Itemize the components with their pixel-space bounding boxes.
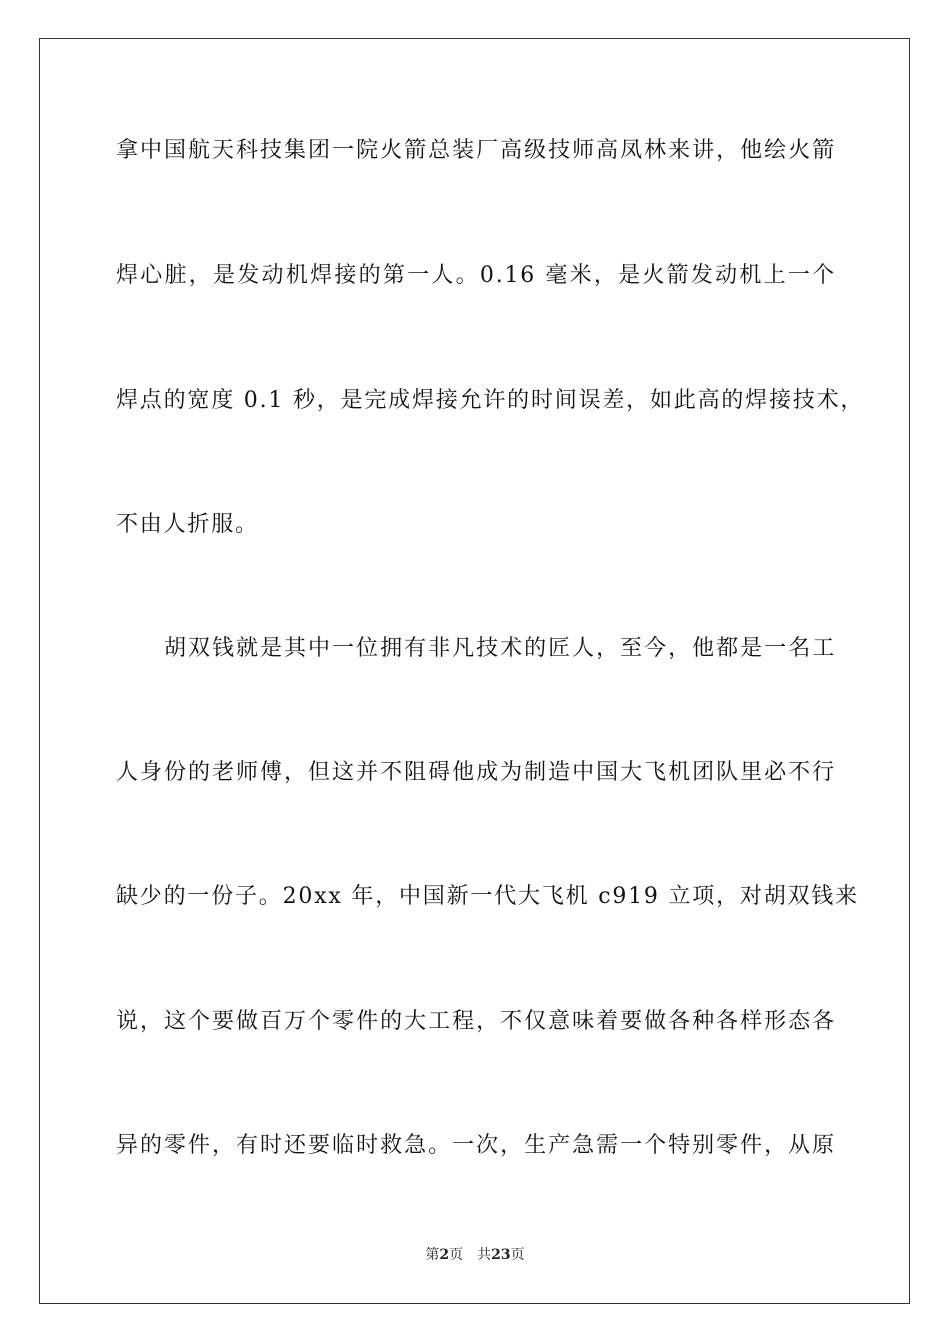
text-line-6: 人身份的老师傅，但这并不阻碍他成为制造中国大飞机团队里必不行 (116, 760, 836, 785)
text-line-9: 异的零件，有时还要临时救急。一次，生产急需一个特别零件，从原 (116, 1133, 836, 1158)
page-border (39, 38, 910, 1304)
text-line-4: 不由人折服。 (116, 512, 259, 537)
text-line-8: 说，这个要做百万个零件的大工程，不仅意味着要做各种各样形态各 (116, 1009, 836, 1034)
page-number: 2 (439, 1247, 450, 1263)
page-footer (0, 1245, 950, 1265)
page-suffix: 页 (449, 1247, 464, 1263)
text-line-7: 缺少的一份子。20xx 年，中国新一代大飞机 c919 立项，对胡双钱来 (116, 884, 859, 909)
text-line-2: 焊心脏，是发动机焊接的第一人。0.16 毫米，是火箭发动机上一个 (116, 263, 836, 288)
text-line-3: 焊点的宽度 0.1 秒，是完成焊接允许的时间误差，如此高的焊接技术， (116, 388, 865, 413)
text-line-5: 胡双钱就是其中一位拥有非凡技术的匠人，至今，他都是一名工 (164, 636, 836, 661)
total-prefix: 共 (477, 1247, 492, 1263)
page-prefix: 第 (425, 1247, 440, 1263)
total-suffix: 页 (510, 1247, 525, 1263)
text-line-1: 拿中国航天科技集团一院火箭总装厂高级技师高凤林来讲，他绘火箭 (116, 138, 836, 163)
total-pages: 23 (491, 1247, 511, 1263)
